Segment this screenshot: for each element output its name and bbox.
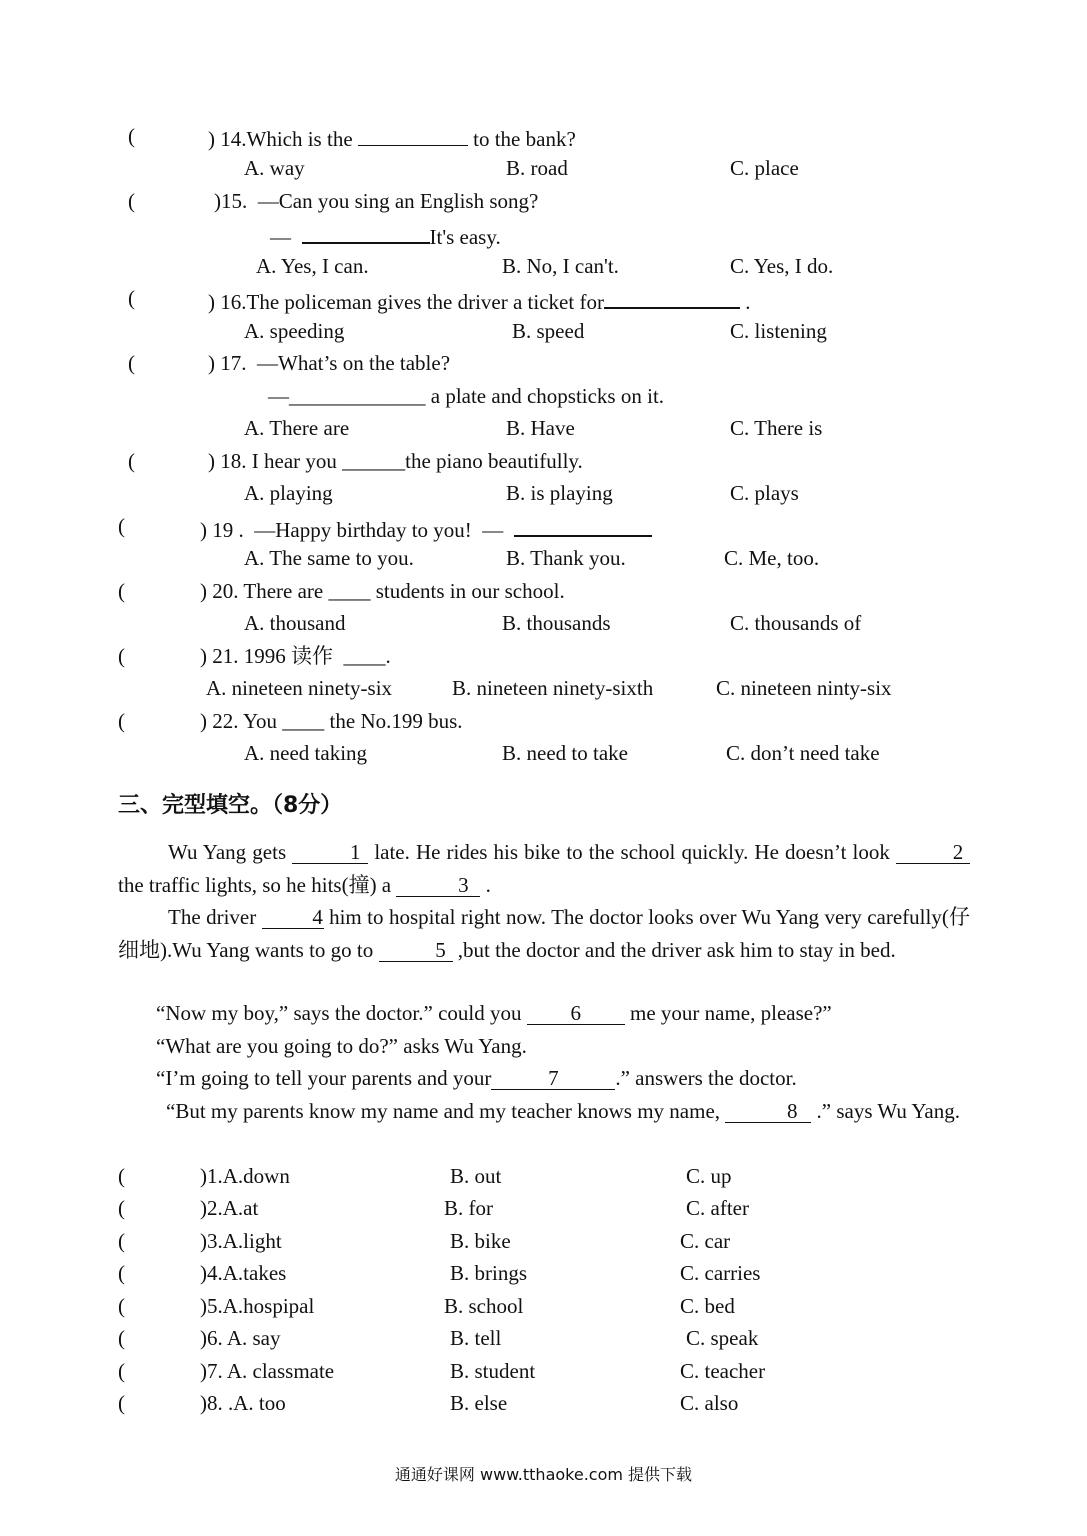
question-stem: ) 20. There are ____ students in our school. bbox=[200, 579, 565, 603]
choice-c: C. car bbox=[680, 1229, 731, 1253]
answer-paren-open: ( bbox=[118, 514, 125, 538]
choice-b: B. student bbox=[450, 1359, 536, 1383]
cloze-blank-4: 4 bbox=[262, 906, 324, 929]
option-c: C. don’t need take bbox=[726, 741, 880, 765]
option-b: B. Thank you. bbox=[506, 546, 626, 570]
answer-paren-open: ( bbox=[128, 351, 135, 375]
answer-paren-open: ( bbox=[128, 189, 135, 213]
choice-b: B. tell bbox=[450, 1326, 502, 1350]
choice-a: )2.A.at bbox=[200, 1196, 259, 1220]
option-b: B. need to take bbox=[502, 741, 628, 765]
choice-c: C. speak bbox=[686, 1326, 759, 1350]
choice-a: )8. .A. too bbox=[200, 1391, 286, 1415]
choice-a: )5.A.hospipal bbox=[200, 1294, 315, 1318]
answer-paren-open: ( bbox=[128, 286, 135, 310]
choice-b: B. brings bbox=[450, 1261, 528, 1285]
option-c: C. plays bbox=[730, 481, 799, 505]
answer-paren-open: ( bbox=[118, 1359, 125, 1383]
cloze-paragraph-4: “What are you going to do?” asks Wu Yang. bbox=[156, 1034, 527, 1058]
option-b: B. Have bbox=[506, 416, 575, 440]
answer-paren-open: ( bbox=[118, 1294, 125, 1318]
choice-a: )1.A.down bbox=[200, 1164, 290, 1188]
cloze-blank-2: 2 bbox=[896, 841, 970, 864]
answer-paren-open: ( bbox=[118, 644, 125, 668]
answer-blank bbox=[358, 123, 468, 146]
choice-b: B. else bbox=[450, 1391, 508, 1415]
option-a: A. There are bbox=[244, 416, 350, 440]
option-b: B. road bbox=[506, 156, 568, 180]
choice-b: B. school bbox=[444, 1294, 524, 1318]
cloze-paragraph-2: The driver 4 him to hospital right now. The doctor looks over Wu Yang very carefully(仔细地).Wu Yang wants to go to 5 ,but the doctor and the driver ask him to stay in bed. bbox=[118, 905, 970, 962]
option-c: C. There is bbox=[730, 416, 823, 440]
option-a: A. thousand bbox=[244, 611, 346, 635]
answer-paren-open: ( bbox=[118, 1229, 125, 1253]
option-b: B. nineteen ninety-sixth bbox=[452, 676, 654, 700]
answer-paren-open: ( bbox=[118, 579, 125, 603]
option-c: C. thousands of bbox=[730, 611, 862, 635]
option-a: A. need taking bbox=[244, 741, 368, 765]
answer-paren-open: ( bbox=[118, 1391, 125, 1415]
cloze-blank-5: 5 bbox=[379, 939, 453, 962]
answer-paren-open: ( bbox=[118, 1196, 125, 1220]
option-a: A. nineteen ninety-six bbox=[206, 676, 393, 700]
option-c: C. Me, too. bbox=[724, 546, 820, 570]
question-stem: ) 16.The policeman gives the driver a ticket for . bbox=[208, 285, 750, 315]
choice-c: C. teacher bbox=[680, 1359, 766, 1383]
answer-blank bbox=[514, 513, 652, 537]
option-a: A. playing bbox=[244, 481, 333, 505]
reply-line: — It's easy. bbox=[270, 220, 501, 250]
section-heading: 三、完型填空。（8分） bbox=[118, 793, 343, 818]
question-stem: ) 22. You ____ the No.199 bus. bbox=[200, 709, 463, 733]
choice-a: )7. A. classmate bbox=[200, 1359, 335, 1383]
choice-b: B. bike bbox=[450, 1229, 511, 1253]
option-b: B. thousands bbox=[502, 611, 611, 635]
choice-b: B. out bbox=[450, 1164, 502, 1188]
option-c: C. listening bbox=[730, 319, 827, 343]
option-b: B. speed bbox=[512, 319, 585, 343]
answer-paren-open: ( bbox=[118, 1326, 125, 1350]
option-a: A. speeding bbox=[244, 319, 345, 343]
question-stem: ) 14.Which is the to the bank? bbox=[208, 123, 576, 152]
cloze-paragraph-5: “I’m going to tell your parents and your 7 .” answers the doctor. bbox=[156, 1066, 797, 1090]
choice-c: C. after bbox=[686, 1196, 749, 1220]
choice-a: )3.A.light bbox=[200, 1229, 282, 1253]
cloze-blank-6: 6 bbox=[527, 1002, 625, 1025]
option-a: A. way bbox=[244, 156, 305, 180]
cloze-blank-3: 3 bbox=[396, 874, 480, 897]
reply-line: —_____________ a plate and chopsticks on it. bbox=[268, 384, 665, 408]
question-stem: ) 17. —What’s on the table? bbox=[208, 351, 451, 375]
cloze-paragraph-6: “But my parents know my name and my teacher knows my name, 8 .” says Wu Yang. bbox=[166, 1099, 960, 1123]
choice-a: )4.A.takes bbox=[200, 1261, 287, 1285]
option-c: C. place bbox=[730, 156, 799, 180]
answer-paren-open: ( bbox=[128, 449, 135, 473]
choice-a: )6. A. say bbox=[200, 1326, 281, 1350]
choice-b: B. for bbox=[444, 1196, 493, 1220]
choice-c: C. up bbox=[686, 1164, 732, 1188]
option-c: C. nineteen ninty-six bbox=[716, 676, 892, 700]
answer-blank bbox=[302, 220, 430, 244]
question-stem: ) 19 . —Happy birthday to you! — bbox=[200, 513, 652, 543]
question-stem: ) 18. I hear you ______the piano beautifully. bbox=[208, 449, 583, 473]
choice-c: C. also bbox=[680, 1391, 739, 1415]
choice-c: C. carries bbox=[680, 1261, 761, 1285]
cloze-blank-7: 7 bbox=[491, 1067, 615, 1090]
question-stem: ) 21. 1996 读作 ____. bbox=[200, 644, 391, 668]
answer-paren-open: ( bbox=[118, 709, 125, 733]
choice-c: C. bed bbox=[680, 1294, 735, 1318]
page-footer: 通通好课网 www.tthaoke.com 提供下载 bbox=[394, 1465, 693, 1484]
option-b: B. is playing bbox=[506, 481, 613, 505]
option-a: A. The same to you. bbox=[244, 546, 414, 570]
cloze-paragraph-1: Wu Yang gets 1 late. He rides his bike to the school quickly. He doesn’t look 2 the traffic lights, so he hits(撞) a 3 . bbox=[118, 836, 970, 901]
option-c: C. Yes, I do. bbox=[730, 254, 834, 278]
cloze-blank-8: 8 bbox=[725, 1100, 811, 1123]
option-b: B. No, I can't. bbox=[502, 254, 619, 278]
answer-paren-open: ( bbox=[128, 124, 135, 148]
answer-paren-open: ( bbox=[118, 1261, 125, 1285]
option-a: A. Yes, I can. bbox=[256, 254, 369, 278]
answer-paren-open: ( bbox=[118, 1164, 125, 1188]
cloze-blank-1: 1 bbox=[292, 841, 368, 864]
question-stem: )15. —Can you sing an English song? bbox=[214, 189, 539, 213]
cloze-paragraph-3: “Now my boy,” says the doctor.” could you 6 me your name, please?” bbox=[156, 1001, 832, 1025]
answer-blank bbox=[604, 285, 740, 309]
